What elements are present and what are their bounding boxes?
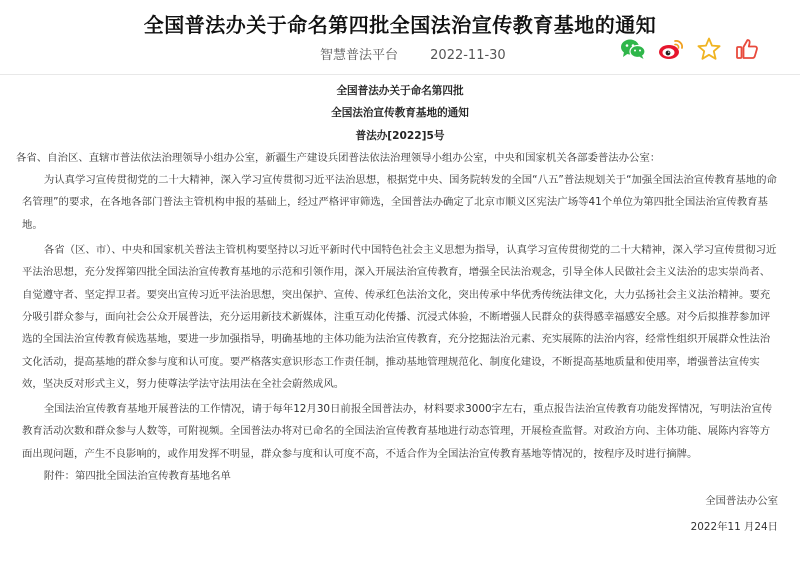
article-meta: [320, 44, 506, 63]
doc-heading-line2: 全国法治宣传教育基地的通知: [331, 107, 469, 120]
document-body: [16, 80, 778, 538]
thumbs-up-icon[interactable]: [734, 36, 760, 62]
doc-heading-line1: 全国普法办关于命名第四批: [336, 85, 464, 97]
doc-attachment: 附件：第四批全国法治宣传教育基地名单: [43, 470, 231, 483]
header-divider: [0, 74, 800, 75]
source-label: 智慧普法平台: [320, 48, 399, 63]
doc-paragraph-3: 全国法治宣传教育基地开展普法的工作情况，请于每年12月30日前报全国普法办，材料要求3000字左右，重点报告法治宣传教育功能发挥情况，写明法治宣传教育活动次数和群众参与人数等，可附视频。全国普法办将对已命名的全国法治宣传教育基地进行动态管理，开展检查监督。对政治方向、主体功能、展陈内容等方面出现问题，产生不良影响的，或作用发挥不明显，群众参与度和认可度不高，不适合作为全国法治宣传教育基地等情况的，按程序及时进行摘牌。: [22, 403, 773, 460]
doc-sign-date: 2022年11 月24日: [690, 520, 778, 533]
doc-paragraph-1: 为认真学习宣传贯彻党的二十大精神，深入学习宣传贯彻习近平法治思想，根据党中央、国务院转发的全国“八五”普法规划关于“加强全国法治宣传教育基地的命名管理”的要求，在各地各部门普法主管机构申报的基础上，经过严格评审筛选，全国普法办确定了北京市顺义区宪法广场等41个单位为第四批全国法治宣传教育基地。: [22, 174, 777, 231]
wechat-icon[interactable]: [620, 36, 646, 62]
share-bar: [620, 36, 760, 62]
doc-signature: 全国普法办公室: [705, 495, 778, 508]
publish-date: 2022-11-30: [430, 48, 506, 63]
doc-paragraph-2: 各省（区、市）、中央和国家机关普法主管机构要坚持以习近平新时代中国特色社会主义思想为指导，认真学习宣传贯彻党的二十大精神，深入学习宣传贯彻习近平法治思想，充分发挥第四批全国法治宣传教育基地的示范和引领作用，深入开展法治宣传教育，增强全民法治观念，引导全体人民做社会主义法治的忠实崇尚者、自觉遵守者、坚定捍卫者。要突出宣传习近平法治思想，突出保护、宣传、传承红色法治文化，突出传承中华优秀传统法律文化，大力弘扬社会主义法治精神。要充分吸引群众参与，面向社会公众开展普法，充分运用新技术新媒体，注重互动化传播、沉浸式体验，不断增强人民群众的获得感幸福感安全感。对今后拟推荐参加评选的全国法治宣传教育候选基地，要进一步加强指导，明确基地的主体功能为法治宣传教育，充分挖掘法治元素、充实展陈的法治内容，经常性组织开展群众性法治文化活动，提高基地的群众参与度和认可度。要严格落实意识形态工作责任制，推动基地管理规范化、制度化建设，不断提高基地质量和使用率，增强普法宣传实效，坚决反对形式主义，努力使尊法学法守法用法在全社会蔚然成风。: [22, 244, 777, 390]
doc-number: 普法办[2022]5号: [355, 129, 445, 142]
page-title: 全国普法办关于命名第四批全国法治宣传教育基地的通知: [143, 13, 657, 37]
doc-addressee: 各省、自治区、直辖市普法依法治理领导小组办公室，新疆生产建设兵团普法依法治理领导小组办公室，中央和国家机关各部委普法办公室：: [16, 151, 661, 164]
weibo-icon[interactable]: [658, 36, 684, 62]
star-icon[interactable]: [696, 36, 722, 62]
